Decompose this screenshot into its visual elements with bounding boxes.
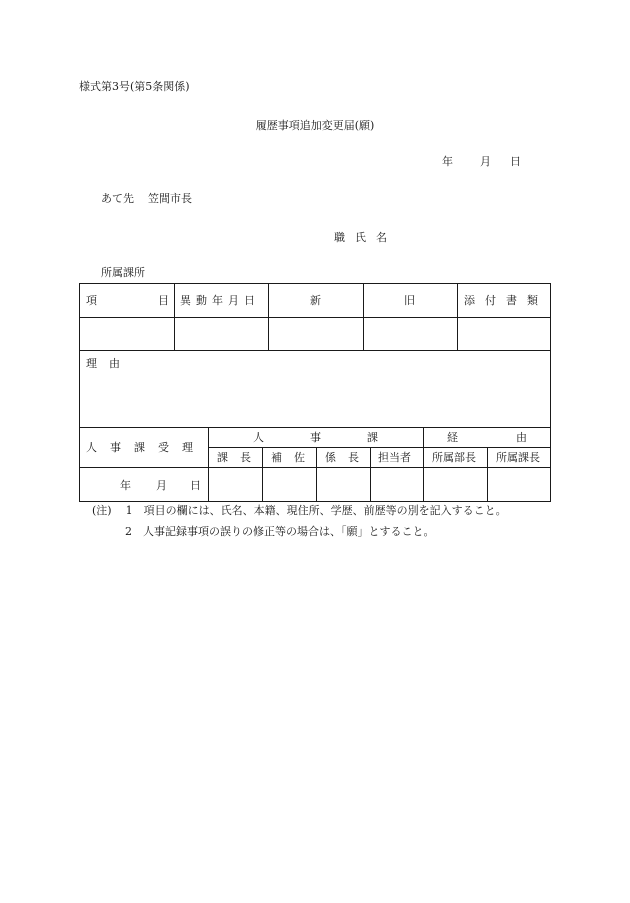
role-section-chief: 課長 [217, 451, 263, 464]
document-title: 履歴事項追加変更届(願) [255, 119, 375, 132]
stamp-department-head[interactable] [424, 468, 487, 501]
input-old[interactable] [364, 318, 457, 350]
note-1-number: 1 [125, 504, 133, 517]
header-old: 旧 [404, 294, 415, 307]
header-attachments: 添付書類 [464, 294, 548, 307]
input-item[interactable] [81, 318, 174, 350]
receipt-month-label: 月 [156, 479, 167, 492]
header-change-date: 異動年月日 [180, 294, 260, 307]
stamp-staff[interactable] [371, 468, 423, 501]
addressee-prefix: あて先 [101, 192, 134, 205]
receipt-day-label: 日 [190, 479, 201, 492]
input-new[interactable] [269, 318, 363, 350]
header-item-b: 目 [158, 294, 169, 307]
role-department-head: 所属部長 [432, 451, 476, 464]
note-2-text: 人事記録事項の誤りの修正等の場合は、「願」とすること。 [143, 525, 435, 538]
date-month-label: 月 [480, 155, 491, 168]
header-new: 新 [310, 294, 321, 307]
change-table [79, 283, 551, 351]
stamp-division-head[interactable] [488, 468, 550, 501]
reason-label: 理由 [86, 357, 132, 370]
form-number: 様式第3号(第5条関係) [79, 80, 190, 93]
applicant-name-label: 職氏名 [334, 231, 397, 244]
role-assistant: 補佐 [271, 451, 317, 464]
approval-table [79, 427, 585, 502]
date-day-label: 日 [510, 155, 521, 168]
route-label: 経由 [447, 431, 585, 444]
addressee [101, 193, 192, 204]
role-division-head: 所属課長 [496, 451, 540, 464]
hr-section-label: 人事課 [253, 431, 424, 444]
header-item-a: 項 [86, 294, 97, 307]
stamp-assistant[interactable] [263, 468, 316, 501]
input-change-date[interactable] [175, 318, 268, 350]
input-attachments[interactable] [458, 318, 550, 350]
department-label: 所属課所 [101, 266, 145, 279]
submission-date [442, 156, 521, 167]
note-1 [92, 505, 507, 516]
role-staff: 担当者 [378, 451, 411, 464]
note-2 [125, 526, 435, 537]
note-1-text: 項目の欄には、氏名、本籍、現住所、学歴、前歴等の別を記入すること。 [143, 504, 507, 517]
date-year-label: 年 [442, 155, 453, 168]
stamp-chief[interactable] [317, 468, 370, 501]
addressee-name: 笠間市長 [148, 192, 192, 205]
reason-box[interactable] [79, 350, 551, 428]
hr-receipt-label: 人事課受理 [86, 441, 206, 454]
receipt-year-label: 年 [120, 479, 131, 492]
note-2-number: 2 [125, 525, 132, 538]
role-chief: 係長 [325, 451, 371, 464]
note-prefix: (注) [92, 504, 112, 517]
stamp-section-chief[interactable] [209, 468, 262, 501]
